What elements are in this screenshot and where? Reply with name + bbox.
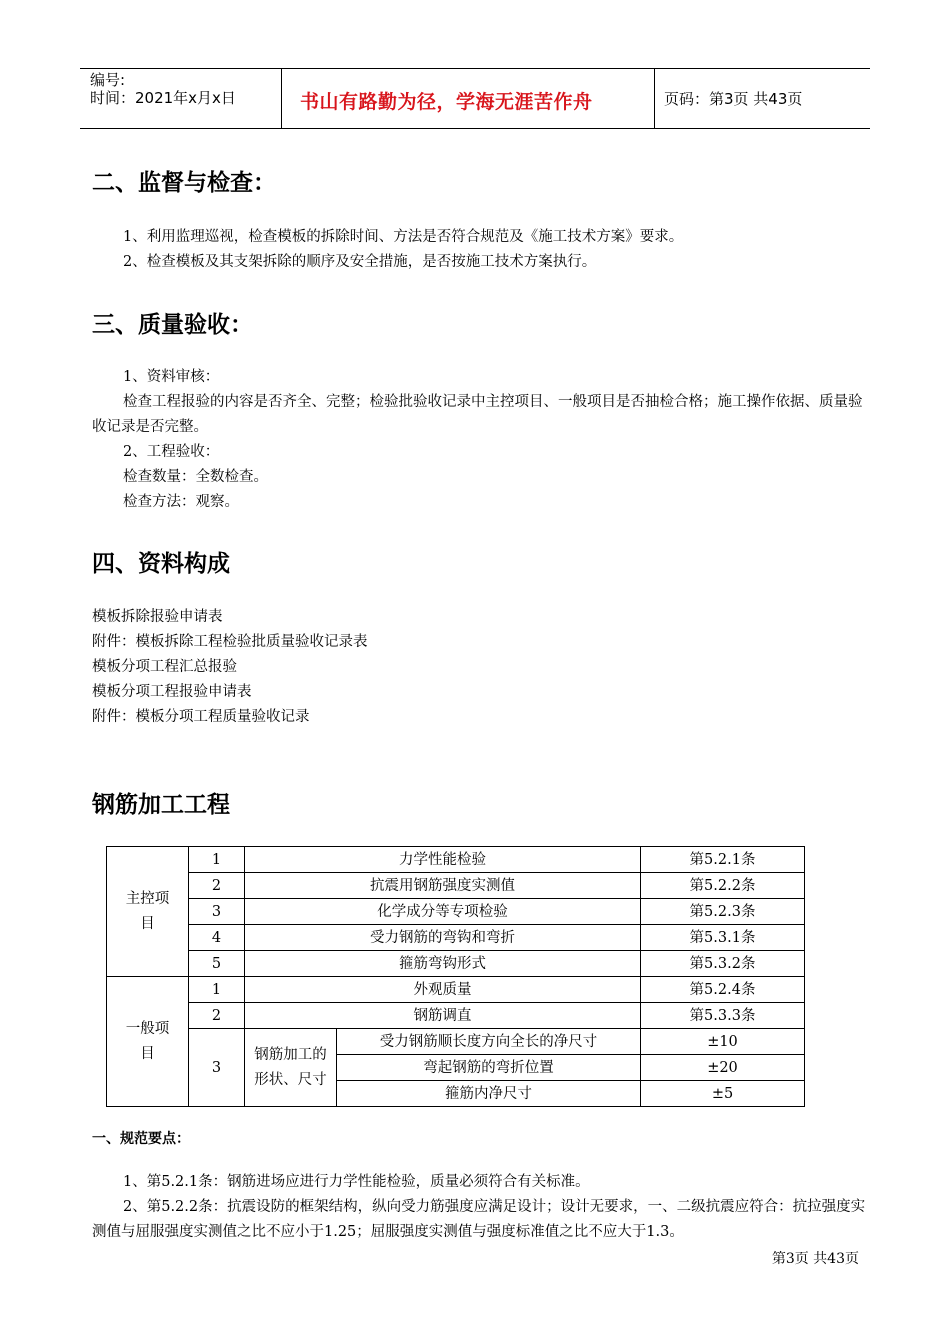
row-ref: 第5.2.1条	[641, 847, 805, 873]
row-ref: 第5.3.3条	[641, 1003, 805, 1029]
general-category-label: 一般项目	[125, 1020, 170, 1062]
row-item: 力学性能检验	[245, 847, 641, 873]
acceptance-item-1: 1、资料审核：	[123, 369, 220, 385]
table-row	[107, 977, 805, 1003]
section-title-supervision: 二、监督与检查：	[92, 170, 276, 196]
spec-points-title: 一、规范要点：	[92, 1131, 190, 1147]
spec-point-1: 1、第5.2.1条：钢筋进场应进行力学性能检验，质量必须符合有关标准。	[123, 1174, 590, 1190]
row-item: 受力钢筋顺长度方向全长的净尺寸	[337, 1029, 641, 1055]
document-item: 模板拆除报验申请表	[92, 609, 223, 625]
header-time: 时间：2021年x月x日	[90, 89, 236, 107]
row-ref: 第5.3.1条	[641, 925, 805, 951]
row-no: 1	[189, 977, 245, 1003]
row-ref: 第5.2.4条	[641, 977, 805, 1003]
section-title-acceptance: 三、质量验收：	[92, 312, 253, 338]
acceptance-item-2: 2、工程验收：	[123, 444, 220, 460]
header-page: 页码：第3页 共43页	[664, 90, 803, 108]
section-title-documents: 四、资料构成	[92, 551, 230, 577]
main-category-label: 主控项目	[125, 890, 170, 932]
acceptance-method: 检查方法：观察。	[123, 494, 239, 510]
table-row	[107, 951, 805, 977]
row-item: 化学成分等专项检验	[245, 899, 641, 925]
row-item: 外观质量	[245, 977, 641, 1003]
section-title-rebar: 钢筋加工工程	[92, 792, 230, 818]
acceptance-qty: 检查数量：全数检查。	[123, 469, 268, 485]
header-top-rule	[80, 68, 870, 69]
table-row	[107, 873, 805, 899]
row-item: 抗震用钢筋强度实测值	[245, 873, 641, 899]
row-ref: 第5.2.3条	[641, 899, 805, 925]
row-item: 箍筋弯钩形式	[245, 951, 641, 977]
shape-group-cell	[245, 1029, 337, 1107]
row-no: 3	[189, 1029, 245, 1107]
header-divider-2	[654, 68, 655, 129]
document-item: 附件：模板拆除工程检验批质量验收记录表	[92, 634, 368, 650]
header-motto: 书山有路勤为径，学海无涯苦作舟	[300, 91, 593, 113]
page-footer: 第3页 共43页	[771, 1251, 859, 1267]
row-no: 3	[189, 899, 245, 925]
row-no: 5	[189, 951, 245, 977]
supervision-item-2: 2、检查模板及其支架拆除的顺序及安全措施，是否按施工技术方案执行。	[123, 254, 597, 270]
supervision-item-1: 1、利用监理巡视，检查模板的拆除时间、方法是否符合规范及《施工技术方案》要求。	[123, 229, 684, 245]
rebar-inspection-table	[106, 846, 805, 1107]
document-item: 模板分项工程汇总报验	[92, 659, 237, 675]
header-divider-1	[281, 68, 282, 129]
row-ref: 第5.3.2条	[641, 951, 805, 977]
row-no: 1	[189, 847, 245, 873]
table-row	[107, 1029, 805, 1055]
row-tolerance: ±20	[641, 1055, 805, 1081]
row-tolerance: ±10	[641, 1029, 805, 1055]
row-no: 4	[189, 925, 245, 951]
row-no: 2	[189, 873, 245, 899]
row-no: 2	[189, 1003, 245, 1029]
document-item: 附件：模板分项工程质量验收记录	[92, 709, 310, 725]
table-row	[107, 899, 805, 925]
row-item: 箍筋内净尺寸	[337, 1081, 641, 1107]
table-row	[107, 1003, 805, 1029]
row-ref: 第5.2.2条	[641, 873, 805, 899]
table-row	[107, 847, 805, 873]
document-item: 模板分项工程报验申请表	[92, 684, 252, 700]
header-serial: 编号:	[90, 71, 126, 89]
spec-point-2: 2、第5.2.2条：抗震设防的框架结构，纵向受力筋强度应满足设计；设计无要求，一、二级抗震应符合：抗拉强度实测值与屈服强度实测值之比不应小于1.25；屈服强度实测值与强度标准值之比不应大于1.3。	[92, 1199, 866, 1240]
row-tolerance: ±5	[641, 1081, 805, 1107]
general-category-cell	[107, 977, 189, 1107]
row-item: 弯起钢筋的弯折位置	[337, 1055, 641, 1081]
header-bottom-rule	[80, 128, 870, 129]
row-item: 受力钢筋的弯钩和弯折	[245, 925, 641, 951]
shape-group-label: 钢筋加工的形状、尺寸	[254, 1046, 327, 1088]
main-category-cell	[107, 847, 189, 977]
table-row	[107, 925, 805, 951]
acceptance-item-1-body: 检查工程报验的内容是否齐全、完整；检验批验收记录中主控项目、一般项目是否抽检合格；施工操作依据、质量验收记录是否完整。	[92, 394, 863, 435]
row-item: 钢筋调直	[245, 1003, 641, 1029]
